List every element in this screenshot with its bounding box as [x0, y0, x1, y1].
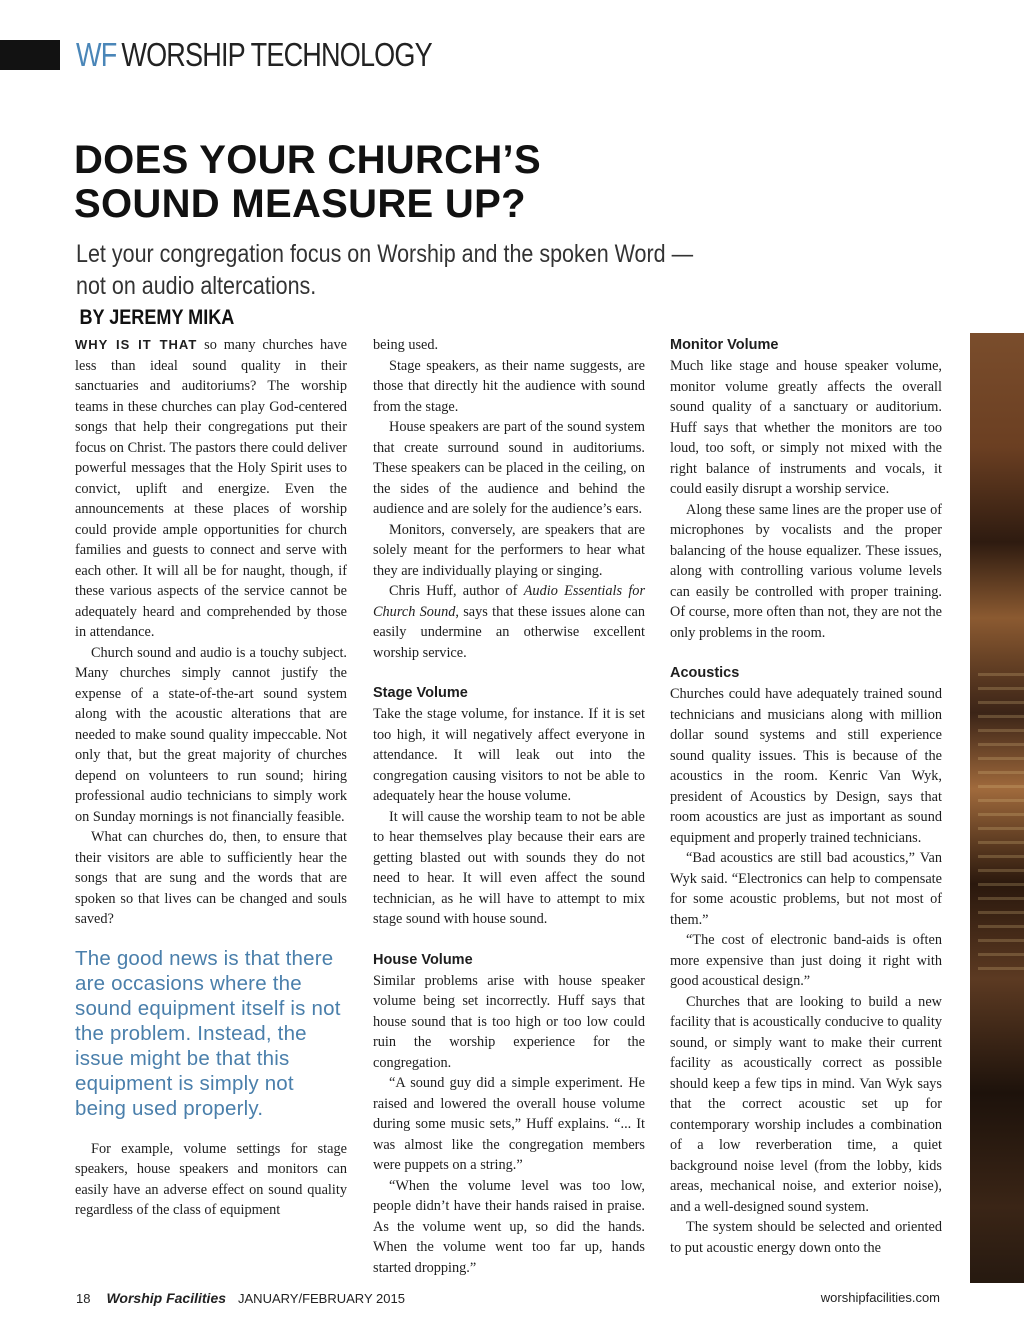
- deck-line-2: [76, 270, 781, 334]
- paragraph: “A sound guy did a simple experiment. He raised and lowered the overall house volume during some music sets,” Huff explains. “... It was almost like the congregation members were puppets on a string.”: [373, 1075, 645, 1173]
- paragraph: Stage speakers, as their name suggests, are those that directly hit the audience with sound from the stage.: [373, 357, 645, 415]
- article-column-3: [670, 335, 942, 1258]
- paragraph: House speakers are part of the sound system that create surround sound in auditoriums. These speakers can be placed in the ceiling, on the sides of the audience and behind the audience and are solely for the audience’s ears.: [373, 419, 645, 517]
- section-name: WORSHIP TECHNOLOGY: [121, 36, 432, 73]
- article-column-2: [373, 335, 645, 1278]
- section-tag: WF: [76, 36, 117, 73]
- article-title-line-2: SOUND MEASURE UP?: [74, 182, 526, 226]
- paragraph: [75, 335, 347, 643]
- section-label: [76, 36, 432, 74]
- paragraph: Along these same lines are the proper use of microphones by vocalists and the proper balancing of the house equalizer. These issues, along with controlling various volume levels can easily be controlled with proper training. Of course, more often than not, they are not the only problems in the room.: [670, 501, 942, 641]
- article-column-1: [75, 335, 347, 1221]
- paragraph-text: Chris Huff, author of: [389, 583, 518, 599]
- article-title: [74, 138, 541, 226]
- paragraph: “Bad acoustics are still bad acoustics,” Van Wyk said. “Electronics can help to compensate for some acoustic problems, but not most of them.”: [670, 850, 942, 928]
- article-deck: [76, 238, 781, 334]
- deck-line-1: Let your congregation focus on Worship and the spoken Word —: [76, 240, 694, 268]
- footer-left: [76, 1290, 405, 1306]
- section-color-bar: [0, 40, 60, 70]
- pull-quote: The good news is that there are occasions where the sound equipment itself is not the problem. Instead, the issue might be that this equipment is simply not being used properly.: [75, 946, 341, 1120]
- paragraph: It will cause the worship team to not be able to hear themselves play because their ears are getting blasted out with sounds they do not need to hear. It will even affect the sound technician, as he will have to attempt to mix stage sound with house sound.: [373, 808, 645, 927]
- paragraph: Church sound and audio is a touchy subject. Many churches simply cannot justify the expense of a state-of-the-art sound system along with the acoustic alterations that are needed to make sound quality impeccable. Not only that, but the great majority of churches depend on volunteers to run sound; hiring professional audio technicians to simply work on Sunday mornings is not financially feasible.: [75, 644, 347, 825]
- subhead-stage-volume: Stage Volume: [373, 685, 468, 701]
- photo-detail: [978, 673, 1024, 973]
- deck-line-2-text: not on audio altercations.: [76, 272, 317, 300]
- paragraph-text: , says that these issues alone can easily undermine an otherwise excellent worship service.: [373, 603, 645, 661]
- paragraph: Much like stage and house speaker volume, monitor volume greatly affects the overall sound quality of a sanctuary or auditorium. Huff says that whether the monitors are too loud, too soft, or simply not mixed with the right balance of instruments and vocals, it could easily disrupt a worship service.: [670, 358, 942, 497]
- issue-date: JANUARY/FEBRUARY 2015: [238, 1291, 405, 1306]
- page-number: 18: [76, 1291, 91, 1306]
- paragraph: Take the stage volume, for instance. If it is set too high, it will negatively affect everyone in attendance. It will leak out into the congregation causing visitors to not be able to adequately hear the house volume.: [373, 706, 645, 804]
- paragraph: “When the volume level was too low, people didn’t have their hands raised in praise. As the volume went up, so did the hands. When the volume went too far up, hands started dropping.”: [373, 1177, 645, 1276]
- paragraph: being used.: [373, 337, 439, 353]
- paragraph: Churches that are looking to build a new facility that is acoustically conducive to quality sound, or simply want to make their current facility as acoustically correct as possible should keep a few tips in mind. Van Wyk says that the correct acoustic set up for contemporary worship includes a combination of a low reverberation time, a quiet background noise level (from the lobby, kids areas, mechanical noise, and exterior noise), and a well-designed sound system.: [670, 993, 942, 1215]
- church-interior-photo: [970, 333, 1024, 1283]
- article-title-line-1: DOES YOUR CHURCH’S: [74, 138, 541, 182]
- lead-in: WHY IS IT THAT: [75, 337, 198, 352]
- subhead-acoustics: Acoustics: [670, 665, 740, 681]
- paragraph: The system should be selected and oriented to put acoustic energy down onto the: [670, 1219, 942, 1256]
- paragraph-text: so many churches have less than ideal sound quality in their sanctuaries and auditoriums? The worship teams in these churches can play God-centered songs that help their congregations put their focus on Christ. The pastors there could deliver powerful messages that the Holy Spirit uses to convict, uplift and energize. Even the announcements at these places of worship could provide ample opportunities for church families and guests to connect and serve with each other. It will all be for naught, though, if these various aspects of the service cannot be adequately heard and comprehended by those in attendance.: [75, 337, 347, 640]
- paragraph: Monitors, conversely, are speakers that are solely meant for the performers to hear what they are individually playing or singing.: [373, 521, 645, 579]
- subhead-monitor-volume: Monitor Volume: [670, 337, 779, 353]
- paragraph: “The cost of electronic band-aids is often more expensive than just doing it right with good acoustical design.”: [670, 932, 942, 989]
- byline: BY JEREMY MIKA: [79, 306, 235, 329]
- paragraph: For example, volume settings for stage speakers, house speakers and monitors can easily have an adverse effect on sound quality regardless of the class of equipment: [75, 1140, 347, 1218]
- website-link[interactable]: worshipfacilities.com: [820, 1290, 940, 1305]
- paragraph: Churches could have adequately trained sound technicians and musicians along with million dollar sound systems and still experience sound quality issues. This is because of the acoustics in the room. Kenric Van Wyk, president of Acoustics by Design, says that room acoustics are just as important as sound equipment and properly trained technicians.: [670, 686, 942, 846]
- subhead-house-volume: House Volume: [373, 951, 473, 968]
- paragraph: [373, 581, 645, 663]
- paragraph: Similar problems arise with house speaker volume being set incorrectly. Huff says that house sound that is too high or too low could ruin the worship experience for the congregation.: [373, 972, 645, 1071]
- book-title: Audio Essentials for Church Sound: [373, 583, 646, 620]
- paragraph: What can churches do, then, to ensure that their visitors are able to sufficiently hear the songs that are sung and the words that are spoken so that lives can be changed and souls saved?: [75, 829, 347, 927]
- magazine-name: Worship Facilities: [106, 1290, 227, 1306]
